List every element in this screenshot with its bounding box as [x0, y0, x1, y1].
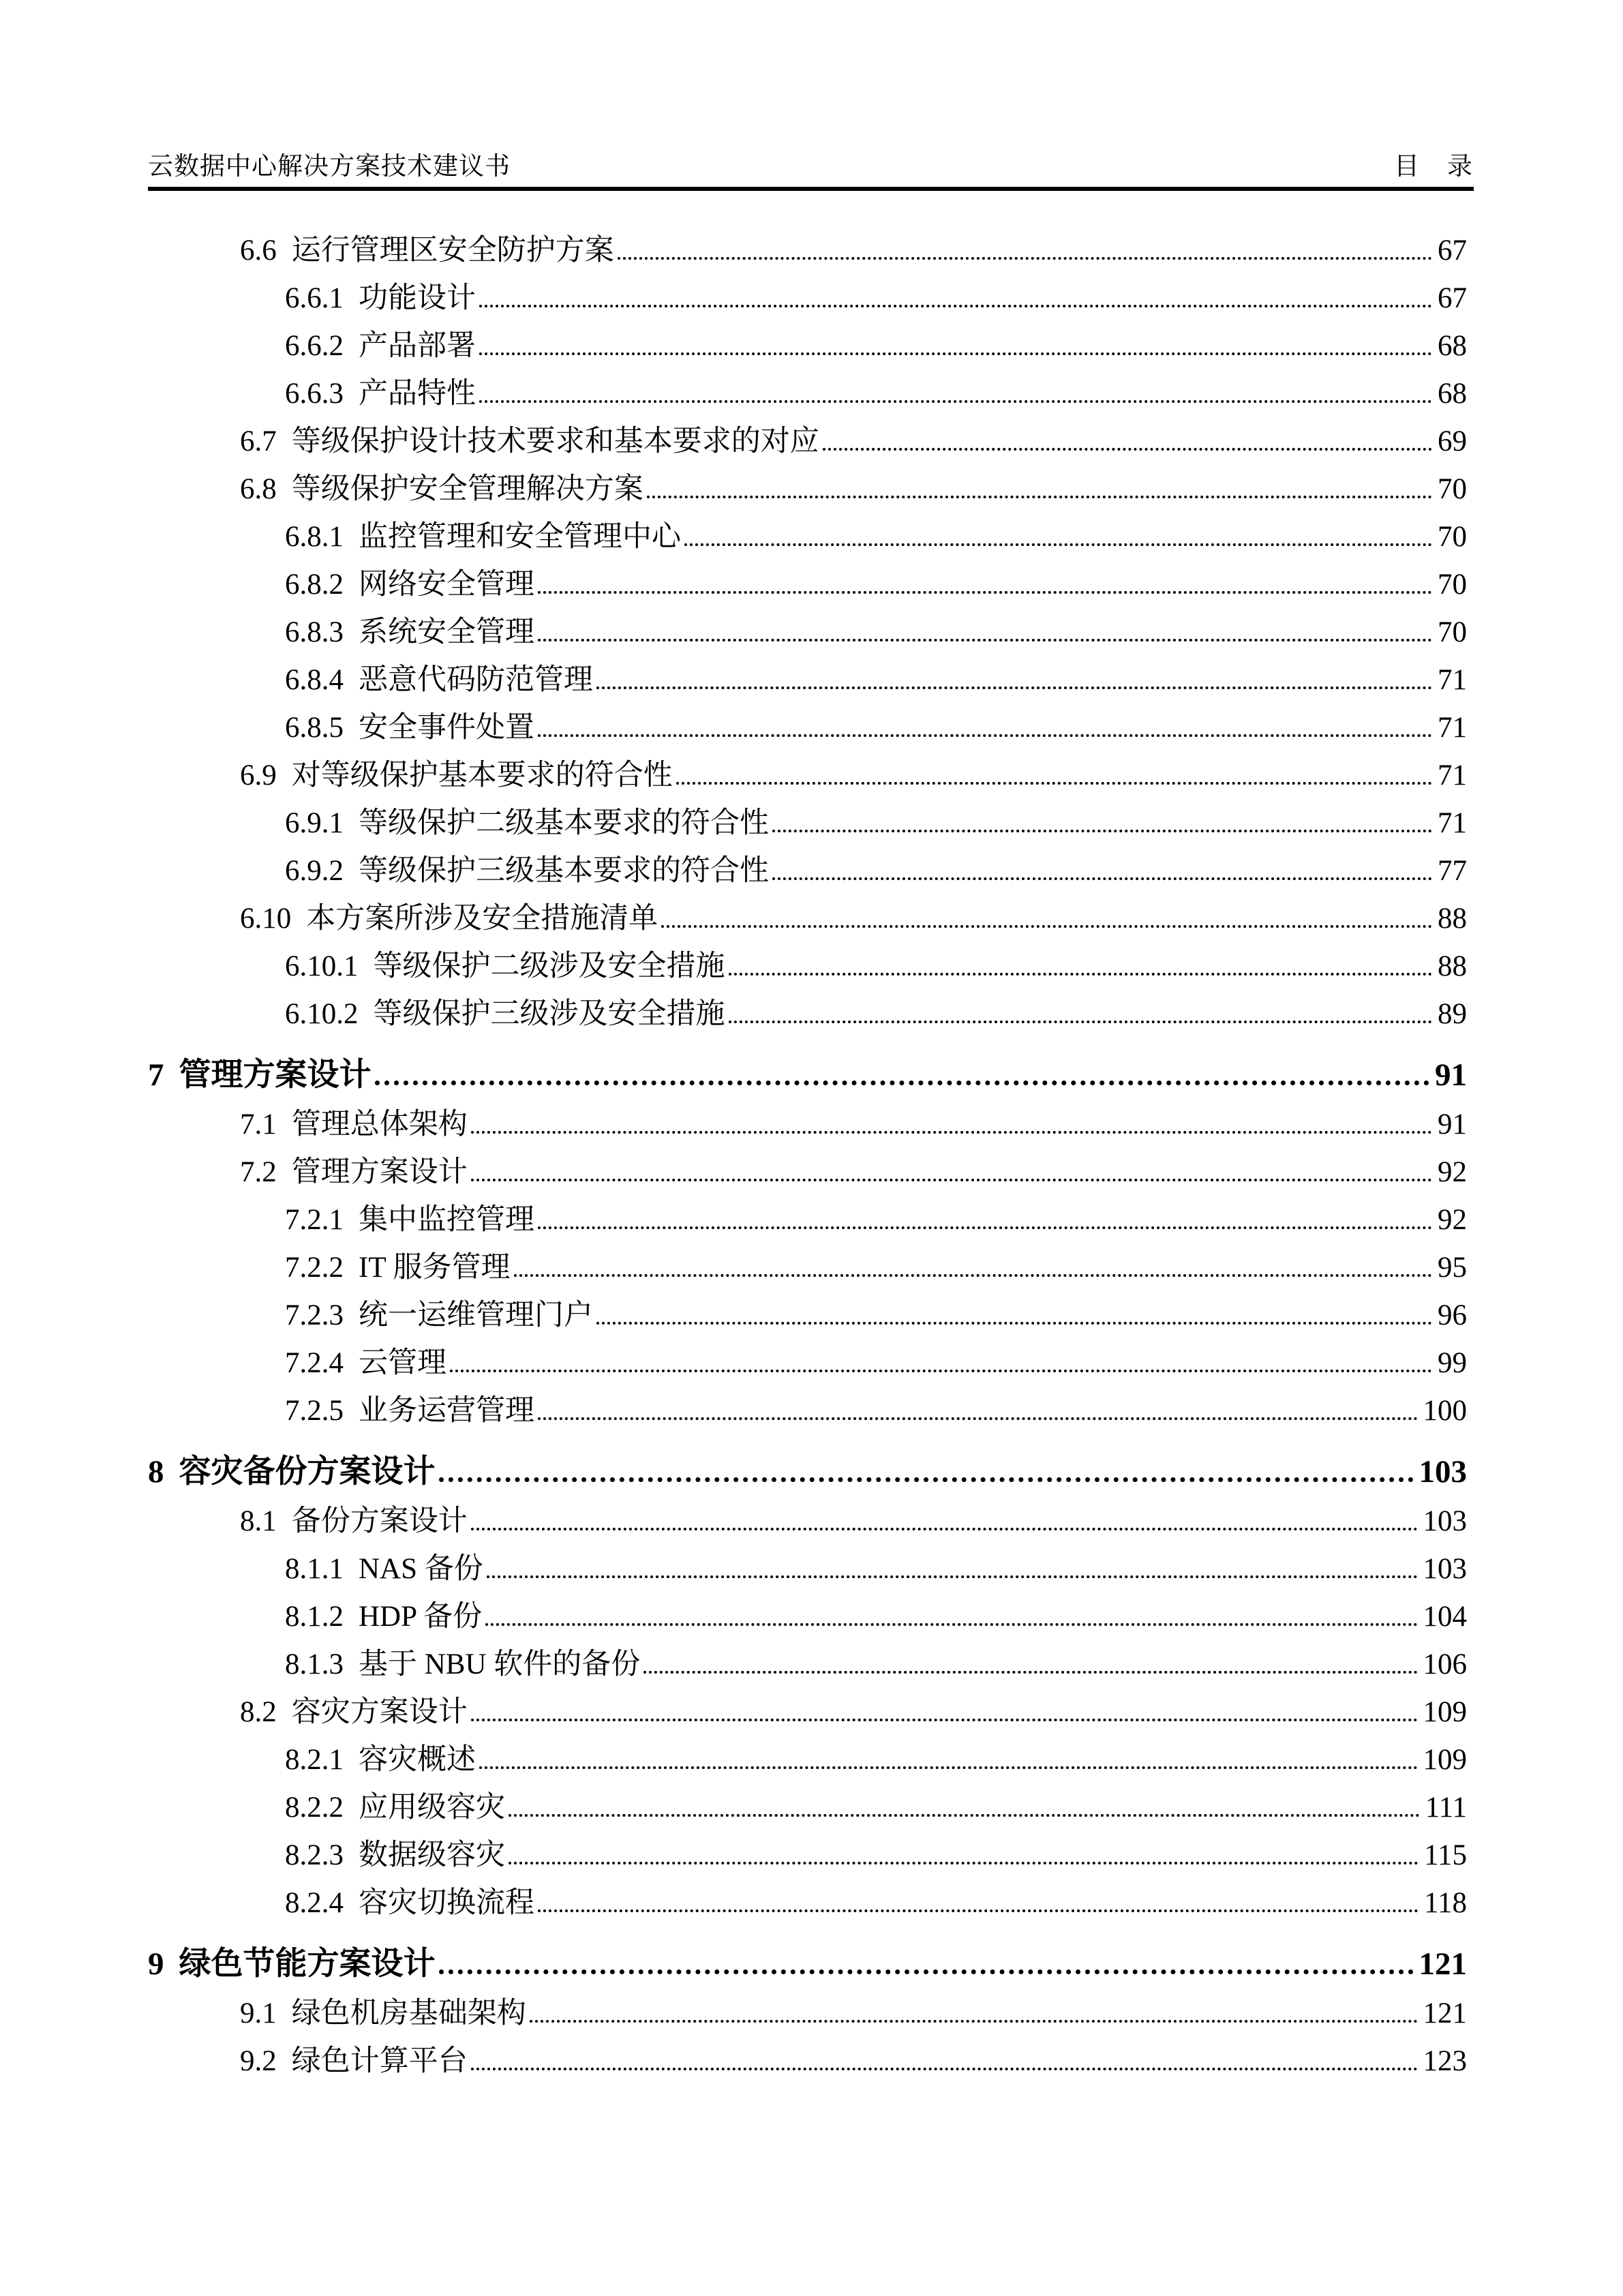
toc-entry-title: 系统安全管理	[359, 616, 534, 648]
toc-entry-title: 容灾切换流程	[359, 1887, 534, 1919]
toc-entry-page: 91	[1438, 1108, 1467, 1141]
toc-leader-dots	[471, 1719, 1418, 1721]
toc-leader-dots	[479, 400, 1432, 403]
toc-leader-dots	[538, 1909, 1419, 1912]
toc-entry-title: 管理方案设计	[291, 1156, 468, 1188]
toc-leader-dots	[676, 782, 1432, 785]
toc-entry-title: 恶意代码防范管理	[359, 664, 593, 696]
toc-entry-page: 67	[1438, 282, 1467, 314]
toc-entry-title: 等级保护三级基本要求的符合性	[359, 855, 769, 887]
toc-entry-number: 6.6	[240, 235, 277, 267]
toc-entry[interactable]	[148, 1593, 1467, 1641]
toc-entry[interactable]	[148, 1498, 1467, 1545]
toc-leader-dots	[596, 1322, 1432, 1325]
toc-entry[interactable]	[148, 991, 1467, 1038]
toc-entry-number: 6.8.4	[285, 664, 344, 696]
toc-leader-dots	[596, 686, 1432, 689]
toc-entry-title: 等级保护设计技术要求和基本要求的对应	[291, 425, 819, 457]
toc-entry-number: 6.8.5	[285, 712, 344, 744]
toc-entry-title: 绿色节能方案设计	[179, 1945, 436, 1981]
toc-leader-dots	[479, 305, 1432, 307]
toc-entry-title: 容灾备份方案设计	[179, 1453, 436, 1489]
toc-entry[interactable]	[148, 1149, 1467, 1196]
toc-entry-title: IT 服务管理	[359, 1252, 511, 1284]
toc-leader-dots	[530, 2020, 1418, 2023]
toc-entry[interactable]	[148, 1387, 1467, 1435]
toc-leader-dots	[643, 1671, 1417, 1674]
toc-entry-title: 安全事件处置	[359, 712, 534, 744]
toc-leader-dots	[514, 1274, 1432, 1277]
toc-entry-title: 备份方案设计	[291, 1505, 468, 1537]
toc-entry-page: 109	[1423, 1744, 1467, 1776]
toc-entry-page: 100	[1423, 1395, 1467, 1427]
toc-entry-title: 功能设计	[359, 282, 476, 314]
toc-entry-title: NAS 备份	[359, 1553, 483, 1585]
toc-entry-title: 产品特性	[359, 378, 476, 410]
toc-leader-dots	[471, 1528, 1418, 1530]
toc-entry-number: 6.7	[240, 425, 277, 457]
toc-entry[interactable]	[148, 418, 1467, 466]
toc-entry-number: 6.8.1	[285, 521, 344, 553]
toc-entry-number: 7	[148, 1057, 164, 1093]
toc-entry-number: 8	[148, 1454, 164, 1490]
toc-entry-number: 6.10.2	[285, 998, 359, 1030]
toc-entry[interactable]	[148, 2038, 1467, 2085]
toc-entry-page: 92	[1438, 1204, 1467, 1236]
toc-entry-number: 8.1.2	[285, 1601, 344, 1633]
toc-entry-title: 本方案所涉及安全措施清单	[306, 903, 658, 935]
toc-entry-page: 69	[1438, 425, 1467, 457]
toc-entry-title: 产品部署	[359, 330, 476, 362]
toc-entry[interactable]	[148, 322, 1467, 370]
toc-entry-number: 7.2.4	[285, 1347, 344, 1379]
toc-entry[interactable]	[148, 227, 1467, 275]
toc-entry[interactable]	[148, 800, 1467, 847]
toc-entry-number: 8.2.3	[285, 1839, 344, 1871]
toc-entry-page: 106	[1423, 1648, 1467, 1680]
toc-entry-title: 等级保护三级涉及安全措施	[373, 998, 725, 1030]
toc-leader-dots	[772, 877, 1432, 880]
toc-entry[interactable]	[148, 1545, 1467, 1593]
toc-entry[interactable]	[148, 1689, 1467, 1736]
toc-entry-title: 管理总体架构	[291, 1108, 468, 1141]
toc-entry-page: 95	[1438, 1252, 1467, 1284]
toc-entry-title: 绿色机房基础架构	[291, 1997, 526, 2029]
toc-leader-dots	[509, 1862, 1419, 1864]
toc-entry[interactable]	[148, 561, 1467, 609]
toc-leader-dots	[439, 1969, 1414, 1974]
toc-leader-dots	[471, 1131, 1432, 1134]
toc-entry-number: 8.1.3	[285, 1648, 344, 1680]
toc-entry-number: 6.10.1	[285, 950, 359, 982]
toc-entry-page: 71	[1438, 712, 1467, 744]
toc-entry-number: 6.9.1	[285, 807, 344, 839]
toc-entry-page: 123	[1423, 2045, 1467, 2077]
toc-entry[interactable]	[148, 1879, 1467, 1927]
header-row	[148, 151, 1474, 183]
toc-leader-dots	[450, 1370, 1432, 1372]
toc-entry-number: 7.2.5	[285, 1395, 344, 1427]
toc-entry-page: 70	[1438, 521, 1467, 553]
toc-entry-page: 71	[1438, 759, 1467, 791]
toc-entry-page: 103	[1423, 1505, 1467, 1537]
toc-entry-page: 71	[1438, 807, 1467, 839]
toc-leader-dots	[375, 1081, 1430, 1085]
toc-entry-title: 数据级容灾	[359, 1839, 505, 1871]
toc-leader-dots	[729, 1021, 1433, 1023]
toc-leader-dots	[618, 257, 1432, 260]
header-toc-label: 目 录	[1394, 153, 1474, 181]
toc-leader-dots	[479, 1766, 1418, 1769]
toc-entry-title: 业务运营管理	[359, 1395, 534, 1427]
toc-leader-dots	[538, 639, 1432, 641]
toc-entry-page: 121	[1423, 1997, 1467, 2029]
toc-entry[interactable]	[148, 847, 1467, 895]
toc-leader-dots	[487, 1575, 1418, 1578]
toc-entry-page: 88	[1438, 903, 1467, 935]
toc-list	[148, 227, 1467, 2085]
toc-entry[interactable]	[148, 1937, 1467, 1990]
toc-entry-number: 8.1	[240, 1505, 277, 1537]
toc-entry-number: 6.6.2	[285, 330, 344, 362]
toc-entry-title: 对等级保护基本要求的符合性	[291, 759, 673, 791]
toc-entry[interactable]	[148, 513, 1467, 561]
toc-entry[interactable]	[148, 1101, 1467, 1149]
toc-leader-dots	[538, 1226, 1432, 1229]
toc-leader-dots	[471, 1179, 1432, 1181]
toc-entry-page: 111	[1425, 1792, 1467, 1824]
toc-entry[interactable]	[148, 752, 1467, 800]
toc-entry-page: 67	[1438, 235, 1467, 267]
toc-entry[interactable]	[148, 895, 1467, 943]
toc-entry-title: 集中监控管理	[359, 1204, 534, 1236]
toc-entry-page: 115	[1424, 1839, 1467, 1871]
toc-entry[interactable]	[148, 704, 1467, 752]
toc-entry-page: 70	[1438, 473, 1467, 505]
toc-entry-title: 基于 NBU 软件的备份	[359, 1648, 641, 1680]
toc-entry-page: 77	[1438, 855, 1467, 887]
toc-entry-title: 等级保护二级基本要求的符合性	[359, 807, 769, 839]
toc-entry-page: 71	[1438, 664, 1467, 696]
toc-entry-number: 6.8.3	[285, 616, 344, 648]
toc-entry-title: 云管理	[359, 1347, 446, 1379]
toc-leader-dots	[647, 496, 1432, 498]
toc-entry-title: 容灾概述	[359, 1744, 476, 1776]
toc-entry-title: 应用级容灾	[359, 1792, 505, 1824]
toc-entry[interactable]	[148, 1832, 1467, 1879]
toc-entry[interactable]	[148, 1990, 1467, 2038]
toc-entry-number: 7.2.2	[285, 1252, 344, 1284]
toc-entry[interactable]	[148, 943, 1467, 991]
toc-entry-page: 109	[1423, 1696, 1467, 1728]
toc-entry-page: 88	[1438, 950, 1467, 982]
toc-entry-number: 8.2.1	[285, 1744, 344, 1776]
toc-leader-dots	[471, 2068, 1418, 2070]
toc-entry-number: 6.8	[240, 473, 277, 505]
toc-entry-number: 7.2.3	[285, 1299, 344, 1331]
toc-entry[interactable]	[148, 1445, 1467, 1498]
toc-entry-title: 监控管理和安全管理中心	[359, 521, 681, 553]
toc-leader-dots	[479, 352, 1432, 355]
toc-entry-title: HDP 备份	[359, 1601, 483, 1633]
toc-entry-title: 绿色计算平台	[291, 2045, 468, 2077]
toc-entry-title: 等级保护二级涉及安全措施	[373, 950, 725, 982]
toc-entry-page: 96	[1438, 1299, 1467, 1331]
toc-entry-page: 104	[1423, 1601, 1467, 1633]
toc-entry-page: 70	[1438, 569, 1467, 601]
toc-entry-number: 6.9	[240, 759, 277, 791]
toc-entry-title: 容灾方案设计	[291, 1696, 468, 1728]
header-rule	[148, 187, 1474, 191]
toc-entry-number: 9.1	[240, 1997, 277, 2029]
toc-entry-number: 7.2	[240, 1156, 277, 1188]
toc-entry-page: 103	[1423, 1553, 1467, 1585]
toc-leader-dots	[684, 543, 1432, 546]
toc-entry-page: 70	[1438, 616, 1467, 648]
toc-entry-page: 103	[1419, 1454, 1467, 1490]
toc-entry-title: 统一运维管理门户	[359, 1299, 593, 1331]
toc-entry[interactable]	[148, 1244, 1467, 1292]
toc-entry[interactable]	[148, 370, 1467, 418]
toc-entry-number: 8.2.4	[285, 1887, 344, 1919]
toc-leader-dots	[509, 1814, 1420, 1817]
toc-entry-page: 91	[1435, 1057, 1467, 1093]
toc-entry-number: 8.1.1	[285, 1553, 344, 1585]
toc-entry[interactable]	[148, 1292, 1467, 1340]
toc-entry-number: 6.10	[240, 903, 292, 935]
toc-entry-page: 121	[1419, 1946, 1467, 1982]
toc-leader-dots	[729, 973, 1433, 976]
toc-leader-dots	[772, 830, 1432, 832]
toc-entry-page: 89	[1438, 998, 1467, 1030]
toc-entry-title: 管理方案设计	[179, 1056, 371, 1092]
toc-leader-dots	[439, 1477, 1414, 1482]
toc-entry[interactable]	[148, 609, 1467, 656]
toc-entry[interactable]	[148, 1048, 1467, 1101]
toc-entry-title: 等级保护安全管理解决方案	[291, 473, 643, 505]
toc-entry[interactable]	[148, 1196, 1467, 1244]
toc-entry-page: 92	[1438, 1156, 1467, 1188]
toc-entry-number: 9	[148, 1946, 164, 1982]
toc-entry-page: 99	[1438, 1347, 1467, 1379]
toc-entry-title: 运行管理区安全防护方案	[291, 235, 614, 267]
toc-entry[interactable]	[148, 1340, 1467, 1387]
toc-entry-number: 6.8.2	[285, 569, 344, 601]
toc-entry-number: 6.6.1	[285, 282, 344, 314]
toc-leader-dots	[538, 1417, 1418, 1420]
toc-entry[interactable]	[148, 275, 1467, 322]
toc-entry-page: 68	[1438, 378, 1467, 410]
toc-entry-number: 6.9.2	[285, 855, 344, 887]
toc-entry-number: 7.2.1	[285, 1204, 344, 1236]
toc-entry-title: 网络安全管理	[359, 569, 534, 601]
toc-entry-number: 8.2	[240, 1696, 277, 1728]
toc-entry-number: 7.1	[240, 1108, 277, 1141]
toc-entry-number: 6.6.3	[285, 378, 344, 410]
toc-leader-dots	[485, 1623, 1417, 1626]
toc-entry[interactable]	[148, 1784, 1467, 1832]
toc-entry-page: 118	[1424, 1887, 1467, 1919]
toc-entry[interactable]	[148, 656, 1467, 704]
toc-entry-page: 68	[1438, 330, 1467, 362]
toc-leader-dots	[661, 925, 1432, 928]
toc-leader-dots	[538, 591, 1432, 594]
toc-entry-number: 9.2	[240, 2045, 277, 2077]
toc-entry[interactable]	[148, 1641, 1467, 1689]
page-header	[148, 151, 1474, 191]
header-doc-title: 云数据中心解决方案技术建议书	[148, 153, 511, 181]
toc-leader-dots	[823, 448, 1432, 451]
toc-entry[interactable]	[148, 1736, 1467, 1784]
toc-leader-dots	[538, 734, 1432, 737]
toc-entry-number: 8.2.2	[285, 1792, 344, 1824]
toc-entry[interactable]	[148, 466, 1467, 513]
